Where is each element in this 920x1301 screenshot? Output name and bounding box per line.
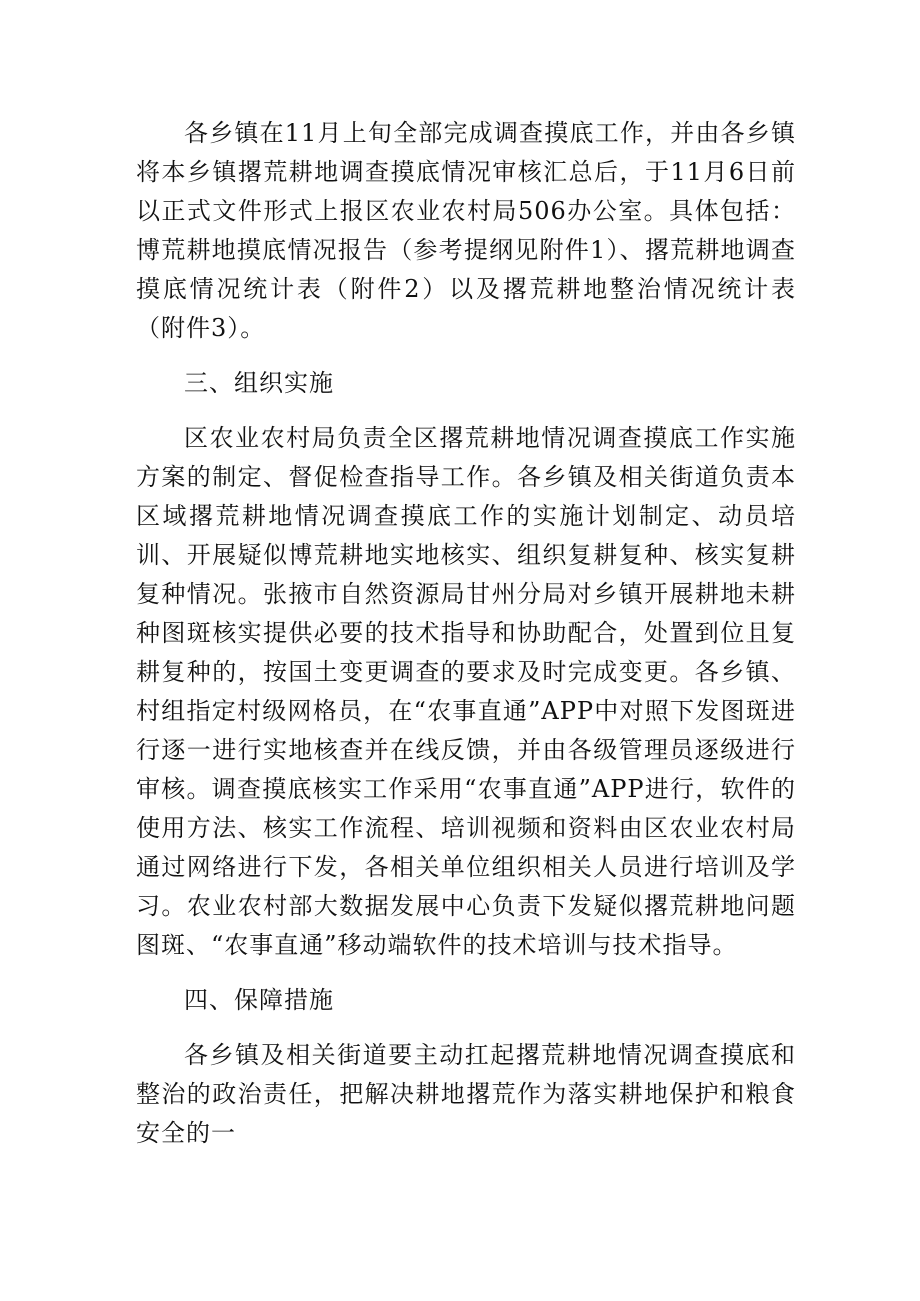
section-heading-organization: 三、组织实施 [184, 369, 334, 397]
paragraph-safeguards: 各乡镇及相关街道要主动扛起撂荒耕地情况调查摸底和整治的政治责任，把解决耕地撂荒作为落实耕地保护和粮食安全的一 [136, 1041, 796, 1147]
section-heading-safeguards: 四、保障措施 [184, 986, 334, 1014]
paragraph-reporting: 各乡镇在11月上旬全部完成调查摸底工作，并由各乡镇将本乡镇撂荒耕地调查摸底情况审核汇总后，于11月6日前以正式文件形式上报区农业农村局506办公室。具体包括：博荒耕地摸底情况报告（参考提纲见附件1）、撂荒耕地调查摸底情况统计表（附件2）以及撂荒耕地整治情况统计表（附件3）。 [136, 119, 796, 342]
paragraph-organization: 区农业农村局负责全区撂荒耕地情况调查摸底工作实施方案的制定、督促检查指导工作。各乡镇及相关街道负责本区域撂荒耕地情况调查摸底工作的实施计划制定、动员培训、开展疑似博荒耕地实地核实、组织复耕复种、核实复耕复种情况。张掖市自然资源局甘州分局对乡镇开展耕地未耕种图斑核实提供必要的技术指导和协助配合，处置到位且复耕复种的，按国土变更调查的要求及时完成变更。各乡镇、村组指定村级网格员，在“农事直通”APP中对照下发图斑进行逐一进行实地核查并在线反馈，并由各级管理员逐级进行审核。调查摸底核实工作采用“农事直通”APP进行，软件的使用方法、核实工作流程、培训视频和资料由区农业农村局通过网络进行下发，各相关单位组织相关人员进行培训及学习。农业农村部大数据发展中心负责下发疑似撂荒耕地问题图斑、“农事直通”移动端软件的技术培训与技术指导。 [136, 424, 796, 959]
document-body [136, 114, 796, 1153]
